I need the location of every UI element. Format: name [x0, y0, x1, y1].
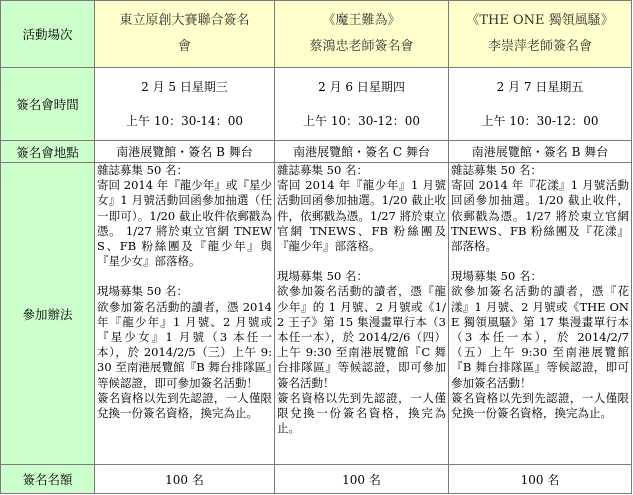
event-2-mail-text: 寄回 2014 年『龍少年』1 月號活動回函參加抽選。1/20 截止收件，依郵戳為憑。1/27 將於東立官網 TNEWS、FB 粉絲團及『龍少年』部落格。 [277, 178, 446, 254]
event-1-time: 上午 10：30-14：00 [126, 114, 243, 128]
event-2-mail-header: 雜誌募集 50 名： [277, 163, 368, 177]
event-title-2-line-1: 《魔王難為》 [322, 13, 401, 28]
event-3-datetime [449, 68, 632, 141]
event-3-date: 2 月 7 日星期五 [496, 80, 584, 94]
event-1-mail-text: 寄回 2014 年『龍少年』或『星少女』1 月號活動回函參加抽選（任一即可）。1/20 截止收件依郵戳為憑。 1/27 將於東立官網 TNEWS、FB 粉絲團及『龍少年』與『星少女』部落格。 [97, 178, 272, 269]
event-3-quota: 100 名 [449, 465, 632, 494]
event-title-1-line-1: 東立原創大賽聯合簽名 [119, 13, 250, 28]
event-3-site-header: 現場募集 50 名： [451, 269, 542, 284]
event-1-location: 南港展覽館・簽名 B 舞台 [95, 141, 275, 163]
event-2-date: 2 月 6 日星期四 [318, 80, 405, 94]
event-3-mail-header: 雜誌募集 50 名： [451, 163, 542, 177]
event-2-time: 上午 10：30-12：00 [303, 114, 420, 128]
event-2-quota: 100 名 [275, 465, 449, 494]
event-2-datetime [275, 68, 449, 141]
event-2-location: 南港展覽館・簽名 C 舞台 [275, 141, 449, 163]
location-label: 簽名會地點 [1, 141, 95, 163]
event-3-method [449, 163, 632, 465]
event-1-datetime [95, 68, 275, 141]
event-2-method [275, 163, 449, 465]
event-1-quota: 100 名 [95, 465, 275, 494]
event-1-method [95, 163, 275, 465]
quota-label: 簽名名額 [1, 465, 95, 494]
event-title-2 [275, 1, 449, 68]
event-1-date: 2 月 5 日星期三 [141, 80, 228, 94]
event-3-location: 南港展覽館・簽名 B 舞台 [449, 141, 632, 163]
event-3-site-rule: 簽名資格以先到先認證，一人僅限兌換一份簽名資格，換完為止。 [451, 390, 629, 421]
time-row [1, 68, 632, 141]
event-1-site-header: 現場募集 50 名： [97, 284, 188, 299]
event-title-3-line-2: 李崇萍老師簽名會 [487, 39, 592, 54]
event-3-time: 上午 10：30-12：00 [481, 114, 599, 128]
event-2-site-header: 現場募集 50 名： [277, 269, 368, 284]
event-1-mail-header: 雜誌募集 50 名： [97, 163, 188, 177]
time-label: 簽名會時間 [1, 68, 95, 141]
event-label: 活動場次 [1, 1, 95, 68]
event-row [1, 1, 632, 68]
method-row [1, 163, 632, 465]
event-title-2-line-2: 蔡鴻忠老師簽名會 [309, 39, 414, 54]
method-label: 參加辦法 [1, 163, 95, 465]
event-title-1-line-2: 會 [177, 39, 191, 54]
location-row [1, 141, 632, 163]
event-2-site-rule: 簽名資格以先到先認證，一人僅限兌換一份簽名資格，換完為止。 [277, 390, 446, 436]
event-title-1 [95, 1, 275, 68]
event-1-site-rule: 簽名資格以先到先認證，一人僅限兌換一份簽名資格，換完為止。 [97, 390, 272, 421]
event-title-3-line-1: 《THE ONE 獨領風騷》 [466, 13, 614, 28]
quota-row [1, 465, 632, 494]
event-1-site-text: 欲參加簽名活動的讀者，憑 2014 年『龍少年』1 月號、2 月號或『星少女』1 月號（3 本任一本），於 2014/2/5（三）上午 9:30 至南港展覽館『B 舞台排隊區』等候認證，即可參加簽名活動！ [97, 299, 272, 390]
event-3-mail-text: 寄回 2014 年『花漾』1 月號活動回函參加抽選。1/20 截止收件，依郵戳為憑。1/27 將於東立官網 TNEWS、FB 粉絲團及『花漾』部落格。 [451, 178, 629, 254]
event-3-site-text: 欲參加簽名活動的讀者，憑『花漾』1 月號、2 月號或《THE ONE 獨領風騷》第 17 集漫畫單行本（3 本任一本），於 2014/2/7（五）上午 9:30 至南港展覽館『B 舞台排隊區』等候認證，即可參加簽名活動！ [451, 284, 629, 390]
event-2-site-text: 欲參加簽名活動的讀者，憑『龍少年』的 1 月號、2 月號或《1/2 王子》第 15 集漫畫單行本（3 本任一本），於 2014/2/6（四）上午 9:30 至南港展覽館『C 舞台排隊區』等候認證，即可參加簽名活動！ [277, 284, 446, 390]
event-title-3 [449, 1, 632, 68]
